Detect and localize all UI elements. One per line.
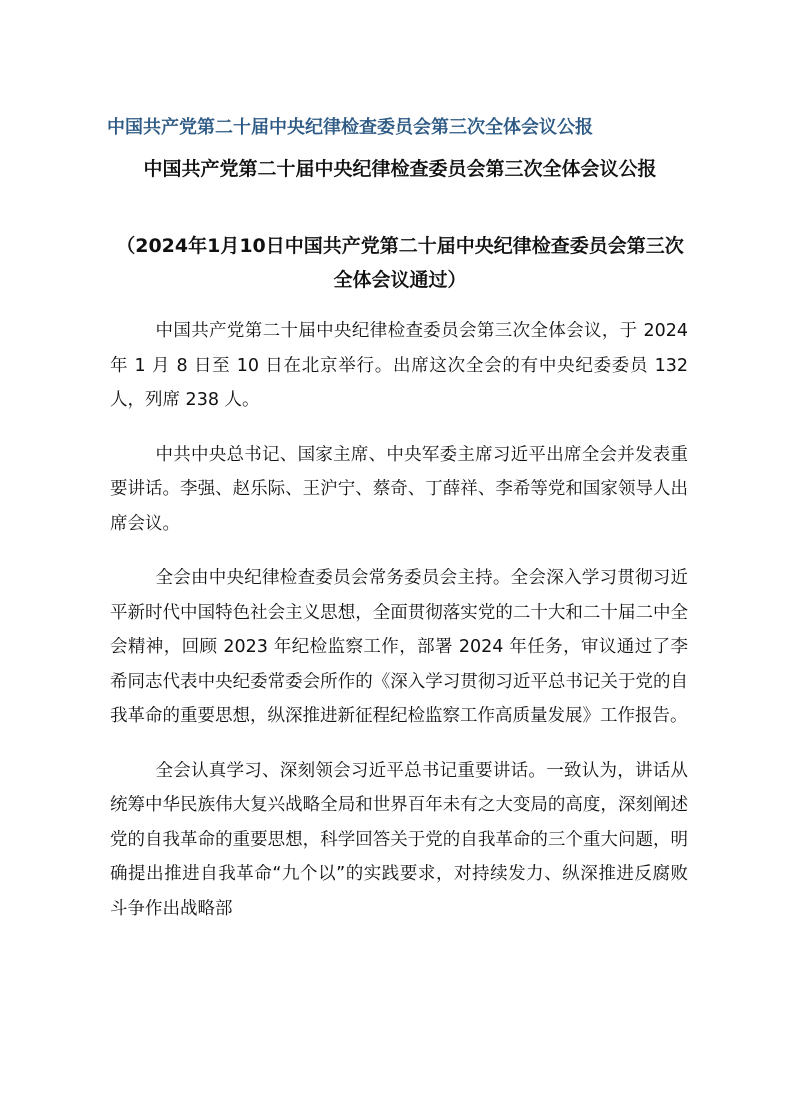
document-subtitle: （2024年1月10日中国共产党第二十届中央纪律检查委员会第三次全体会议通过） (116, 235, 684, 291)
paragraph: 中国共产党第二十届中央纪律检查委员会第三次全体会议，于 2024 年 1 月 8 日至 10 日在北京举行。出席这次全会的有中央纪委委员 132 人，列席 238 人。 (110, 321, 688, 410)
paragraph: 全会由中央纪律检查委员会常务委员会主持。全会深入学习贯彻习近平新时代中国特色社会主义思想，全面贯彻落实党的二十大和二十届二中全会精神，回顾 2023 年纪检监察工作，部署 2024 年任务，审议通过了李希同志代表中央纪委常委会所作的《深入学习贯彻习近平总书记关于党的自我革命的重要思想，纵深推进新征程纪检监察工作高质量发展》工作报告。 (110, 568, 688, 726)
document-heading: 中国共产党第二十届中央纪律检查委员会第三次全体会议公报 (107, 117, 593, 138)
document-body (110, 314, 688, 946)
paragraph: 全会认真学习、深刻领会习近平总书记重要讲话。一致认为，讲话从统筹中华民族伟大复兴战略全局和世界百年未有之大变局的高度，深刻阐述党的自我革命的重要思想，科学回答关于党的自我革命的三个重大问题，明确提出推进自我革命“九个以”的实践要求，对持续发力、纵深推进反腐败斗争作出战略部 (110, 760, 688, 919)
document-title: 中国共产党第二十届中央纪律检查委员会第三次全体会议公报 (143, 158, 657, 180)
paragraph: 中共中央总书记、国家主席、中央军委主席习近平出席全会并发表重要讲话。李强、赵乐际、王沪宁、蔡奇、丁薛祥、李希等党和国家领导人出席会议。 (110, 444, 688, 534)
